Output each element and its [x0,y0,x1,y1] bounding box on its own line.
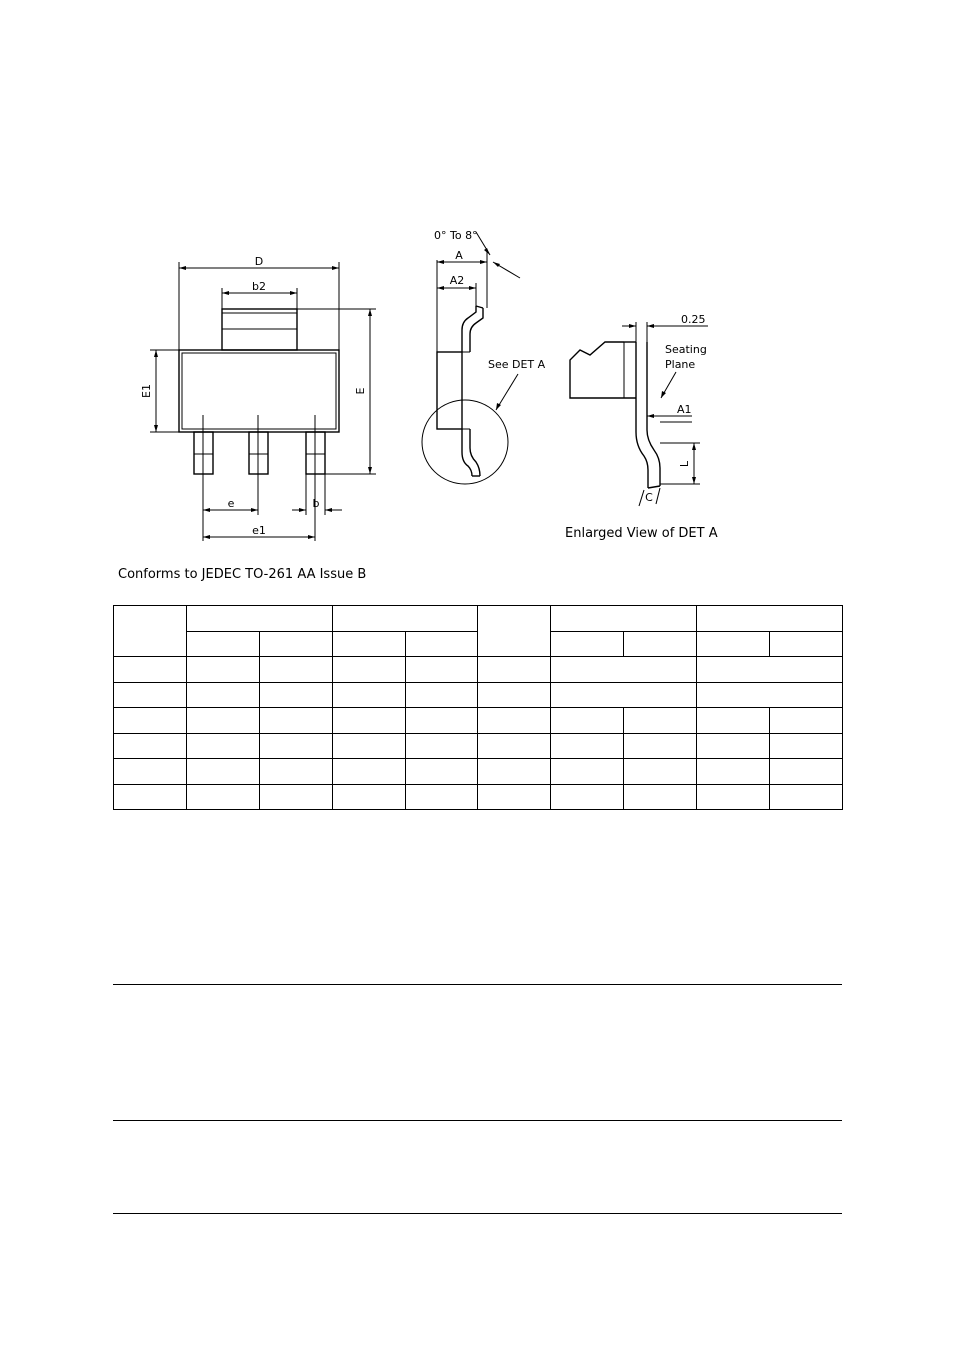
caption-enlarged-view: Enlarged View of DET A [565,526,718,541]
table-cell [478,708,551,734]
table-cell [405,759,478,785]
table-cell [259,759,332,785]
table-cell [624,784,697,810]
lead-center [249,415,268,474]
table-cell [551,784,624,810]
enlarged-view [565,313,718,541]
table-cell [551,606,697,632]
table-cell [114,606,187,657]
table-cell [259,631,332,657]
table-cell [624,631,697,657]
table-cell [697,657,843,683]
table-cell [697,606,843,632]
table-cell [478,759,551,785]
label-b: b [312,497,320,510]
table-cell [332,631,405,657]
table-cell [114,784,187,810]
table-cell [186,759,259,785]
table-row [114,657,843,683]
table-cell [332,759,405,785]
lead-right [306,415,325,474]
table-cell [551,759,624,785]
table-cell [478,784,551,810]
table-row [114,759,843,785]
table-cell [332,682,405,708]
table-cell [186,631,259,657]
table-cell [186,708,259,734]
table-cell [332,733,405,759]
table-row [114,606,843,632]
table-cell [697,759,770,785]
table-cell [478,606,551,657]
table-cell [551,631,624,657]
label-L: L [678,460,691,468]
table-cell [770,733,843,759]
label-A1: A1 [677,403,692,416]
table-cell [697,733,770,759]
table-cell [478,657,551,683]
side-body [437,352,462,429]
table-cell [186,606,332,632]
table-cell [551,657,697,683]
table-cell [259,657,332,683]
table-cell [259,682,332,708]
table-cell [624,759,697,785]
table-cell [259,708,332,734]
label-D: D [254,255,264,268]
table-cell [551,708,624,734]
table-cell [551,733,624,759]
label-see-det-a: See DET A [488,358,546,371]
table-cell [770,708,843,734]
table-cell [405,682,478,708]
label-E: E [354,387,367,395]
table-cell [770,784,843,810]
table-cell [186,784,259,810]
label-seating: Seating [665,343,707,356]
label-e1: e1 [252,524,266,537]
label-e: e [227,497,235,510]
label-plane: Plane [665,358,696,371]
label-A: A [455,249,463,262]
table-cell [186,657,259,683]
top-view [140,255,376,541]
label-025: 0.25 [681,313,706,326]
label-angle: 0° To 8° [434,229,478,242]
table-row [114,733,843,759]
divider-rule [113,1120,842,1121]
detail-circle [422,400,508,484]
table-cell [114,682,187,708]
table-cell [697,682,843,708]
label-C: C [645,491,653,504]
divider-rule [113,984,842,985]
table-cell [551,682,697,708]
table-cell [332,708,405,734]
table-cell [186,682,259,708]
label-A2: A2 [449,274,465,287]
table-row [114,708,843,734]
table-cell [405,784,478,810]
table-cell [114,708,187,734]
table-cell [332,784,405,810]
lead-left [194,415,213,474]
table-cell [259,784,332,810]
table-cell [259,733,332,759]
divider-rule [113,1213,842,1214]
table-cell [405,631,478,657]
table-cell [697,631,770,657]
table-cell [114,733,187,759]
table-cell [770,759,843,785]
table-cell [697,708,770,734]
table-cell [405,708,478,734]
label-b2: b2 [252,280,266,293]
table-cell [624,708,697,734]
table-cell [697,784,770,810]
table-cell [114,759,187,785]
side-view [422,229,546,484]
label-E1: E1 [140,384,153,398]
table-cell [624,733,697,759]
table-row [114,784,843,810]
table-cell [405,733,478,759]
table-cell [332,657,405,683]
table-cell [478,682,551,708]
table-cell [478,733,551,759]
table-row [114,682,843,708]
enlarged-body [570,342,636,398]
dimension-table [113,605,843,810]
caption-conforms: Conforms to JEDEC TO-261 AA Issue B [118,567,367,582]
table-cell [114,657,187,683]
table-cell [770,631,843,657]
table-cell [405,657,478,683]
table-cell [186,733,259,759]
table-cell [332,606,478,632]
